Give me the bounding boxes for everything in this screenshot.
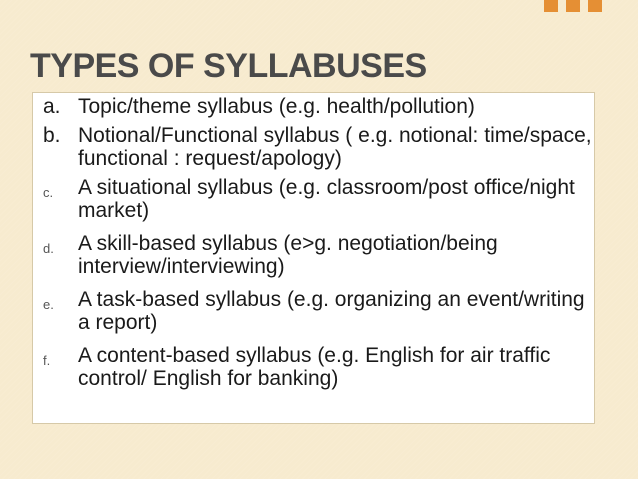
list-item bbox=[43, 95, 594, 118]
content-box bbox=[32, 92, 595, 424]
list-item-text: A situational syllabus (e.g. classroom/post office/night market) bbox=[78, 176, 575, 222]
list-item bbox=[43, 124, 594, 170]
syllabus-list bbox=[33, 93, 594, 390]
list-item bbox=[43, 232, 594, 278]
list-item bbox=[43, 288, 594, 334]
list-marker: c. bbox=[43, 185, 54, 200]
corner-decoration-square bbox=[544, 0, 558, 12]
list-item-text: Topic/theme syllabus (e.g. health/pollution) bbox=[78, 95, 475, 118]
list-item-text: A content-based syllabus (e.g. English for air traffic control/ English for banking) bbox=[78, 344, 551, 390]
corner-decoration-square bbox=[588, 0, 602, 12]
list-item bbox=[43, 344, 594, 390]
slide-title: TYPES OF SYLLABUSES bbox=[30, 47, 427, 85]
list-item-text: Notional/Functional syllabus ( e.g. notional: time/space, functional : request/apology) bbox=[78, 124, 592, 170]
corner-decoration-square bbox=[566, 0, 580, 12]
list-item-text: A task-based syllabus (e.g. organizing an event/writing a report) bbox=[78, 288, 585, 334]
list-item-text: A skill-based syllabus (e>g. negotiation/being interview/interviewing) bbox=[78, 232, 498, 278]
list-marker: b. bbox=[43, 124, 61, 147]
list-marker: a. bbox=[43, 95, 61, 118]
list-marker: e. bbox=[43, 297, 54, 312]
list-item bbox=[43, 176, 594, 222]
list-marker: d. bbox=[43, 241, 54, 256]
list-marker: f. bbox=[43, 353, 51, 368]
